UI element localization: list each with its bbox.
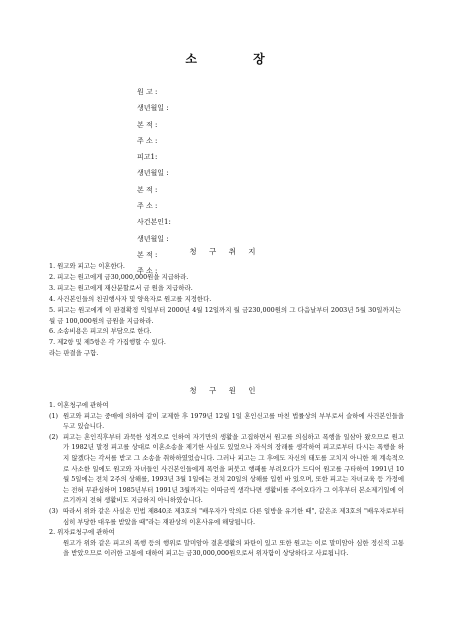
reason-text: 피고는 혼인직후부터 과묵한 성격으로 인하여 자기만의 생활을 고집하면서 원고를 의심하고 폭행을 일삼아 왔으므로 원고가 1982년 말경 피고를 상대로 이혼소송을 제기한 사실도 있었으나 자식의 장래를 생각하여 피고로부터 다시는 폭행을 하지 않겠다는 각서를 받고 그 소송을 취하하였었습니다. 그러나 피고는 그 후에도 자신의 태도를 고치지 아니한 채 계속적으로 사소한 일에도 원고와 자녀들인 사건본인들에게 폭언을 퍼붓고 행패를 부려오다가 드디어 원고를 구타하여 1991년 10월 5일에는 전치 2주의 상해를, 1993년 3월 1일에는 전치 20일의 상해를 입힌 바 있으며, 또한 피고는 자녀교육 등 가정에는 전혀 무관심하며 1985년부터 1991년 3월까지는 이따금씩 생각나면 생활비를 주어오다가 그 이후부터 본소제기일에 이르기까지 전혀 생활비도 지급하지 아니하였습니다. bbox=[63, 432, 404, 505]
party-field: 생년월일 : bbox=[137, 234, 169, 243]
section-text: 원고가 위와 같은 피고의 폭행 등의 행위로 말미암아 결혼생활의 파탄이 있고 또한 원고는 이로 말미암아 심한 정신적 고통을 받았으므로 이러한 고통에 대하여 피고는 금30,000,000원으로서 위자함이 상당하다고 사료됩니다. bbox=[63, 538, 404, 558]
claim-item: 5. 피고는 원고에게 이 판결확정 익일부터 2000년 4월 12일까지 월 금230,000원의 그 다음날부터 2003년 5월 30일까지는 월 금 100,000원의 금원을 지급하라. bbox=[49, 305, 401, 325]
reason-text: 따라서 위와 같은 사실은 민법 제840조 제3호의 "배우자가 악의로 다른 일방을 유기한 때", 같은조 제3호의 "배우자로부터 심히 부당한 대우를 받았을 때"라는 재판상의 이혼사유에 해당됩니다. bbox=[63, 506, 404, 526]
reasons-body bbox=[49, 400, 404, 559]
claims-list bbox=[49, 261, 401, 359]
claim-item: 6. 소송비용은 피고의 부담으로 한다. bbox=[49, 327, 152, 336]
party-field: 사건본인1: bbox=[137, 218, 171, 227]
reason-item bbox=[49, 411, 404, 432]
claim-item: 4. 사건본인들의 친권행사자 및 양육자로 원고를 지정한다. bbox=[49, 294, 212, 303]
party-field: 주 소 : bbox=[137, 136, 158, 145]
party-field: 생년월일 : bbox=[137, 104, 169, 113]
party-field: 생년월일 : bbox=[137, 169, 169, 178]
claim-item: 1. 원고와 피고는 이혼한다. bbox=[49, 262, 125, 270]
claim-item: 2. 피고는 원고에게 금30,000,000원을 지급하라. bbox=[49, 272, 189, 281]
claim-conclusion: 라는 판결을 구함. bbox=[49, 349, 99, 358]
document-title: 소 장 bbox=[185, 52, 291, 66]
reasons-heading: 청 구 원 인 bbox=[189, 386, 261, 395]
party-field: 주 소 : bbox=[137, 202, 158, 211]
party-field: 주 소 : bbox=[137, 267, 158, 276]
reason-item bbox=[49, 506, 404, 527]
reason-item bbox=[49, 432, 404, 506]
reason-number: (2) bbox=[49, 432, 59, 441]
claim-item: 7. 제2항 및 제5항은 각 가집행할 수 있다. bbox=[49, 338, 166, 347]
claim-item: 3. 피고는 원고에게 재산분할로서 금 원을 지급하라. bbox=[49, 283, 193, 292]
claims-heading: 청 구 취 지 bbox=[189, 247, 261, 256]
reason-number: (3) bbox=[49, 506, 59, 515]
party-field: 원 고 : bbox=[137, 88, 158, 96]
section-heading: 1. 이혼청구에 관하여 bbox=[49, 401, 109, 409]
party-field: 본 적 : bbox=[137, 250, 158, 259]
reason-number: (1) bbox=[49, 411, 59, 420]
party-field: 본 적 : bbox=[137, 120, 158, 129]
party-field: 본 적 : bbox=[137, 185, 158, 194]
party-field: 피고1: bbox=[137, 153, 158, 162]
section-heading: 2. 위자료청구에 관하여 bbox=[49, 528, 115, 537]
reason-text: 원고와 피고는 중매에 의하여 같이 교제한 후 1979년 12월 1일 혼인신고를 마친 법률상의 부부로서 슬하에 사건본인들을 두고 있습니다. bbox=[63, 411, 404, 431]
